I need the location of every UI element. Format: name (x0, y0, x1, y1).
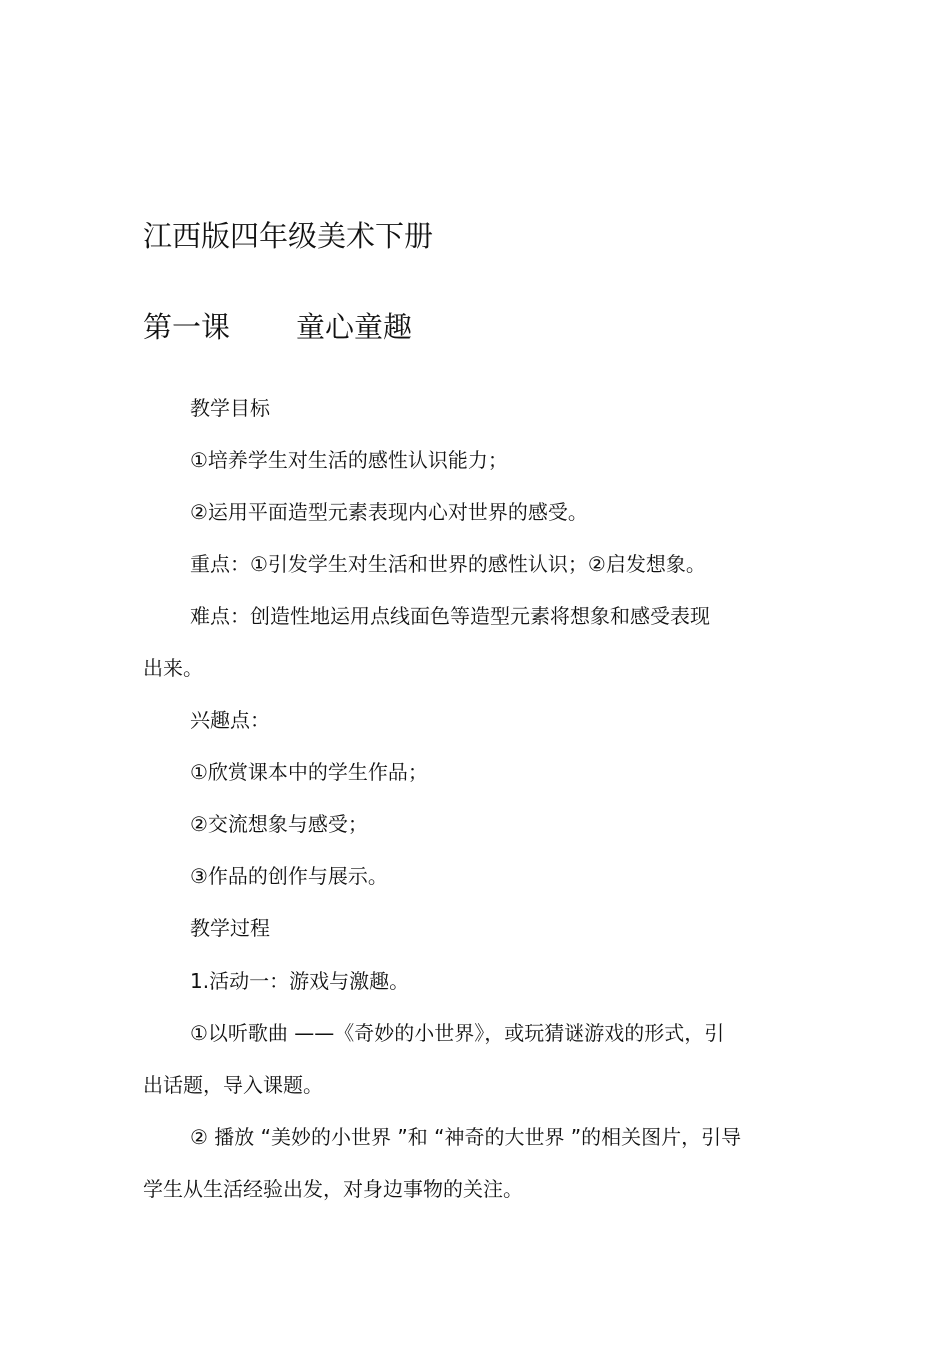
activity-heading: 1.活动一：游戏与激趣。 (190, 969, 410, 993)
section-heading-process: 教学过程 (190, 916, 270, 940)
objective-item: ①培养学生对生活的感性认识能力； (190, 448, 508, 472)
interest-item: ③作品的创作与展示。 (190, 864, 388, 888)
interest-item: ①欣赏课本中的学生作品； (190, 760, 428, 784)
section-heading-interest: 兴趣点： (190, 708, 270, 732)
lesson-number: 第一课 (143, 310, 231, 344)
lesson-heading (143, 305, 412, 349)
lesson-name: 童心童趣 (296, 310, 413, 344)
difficulty-text: 难点：创造性地运用点线面色等造型元素将想象和感受表现 (190, 604, 710, 628)
document-title: 江西版四年级美术下册 (143, 219, 434, 253)
activity-step: ② 播放 “美妙的小世界 ”和 “神奇的大世界 ”的相关图片，引导 (190, 1125, 742, 1149)
activity-step: ①以听歌曲 ——《奇妙的小世界》，或玩猜谜游戏的形式，引 (190, 1021, 725, 1045)
objective-item: ②运用平面造型元素表现内心对世界的感受。 (190, 500, 588, 524)
section-heading-objectives: 教学目标 (190, 396, 270, 420)
difficulty-text-continued: 出来。 (143, 656, 203, 680)
activity-step-continued: 出话题，导入课题。 (143, 1073, 323, 1097)
activity-step-continued: 学生从生活经验出发，对身边事物的关注。 (143, 1177, 523, 1201)
interest-item: ②交流想象与感受； (190, 812, 368, 836)
key-point-text: 重点：①引发学生对生活和世界的感性认识；②启发想象。 (190, 552, 706, 576)
